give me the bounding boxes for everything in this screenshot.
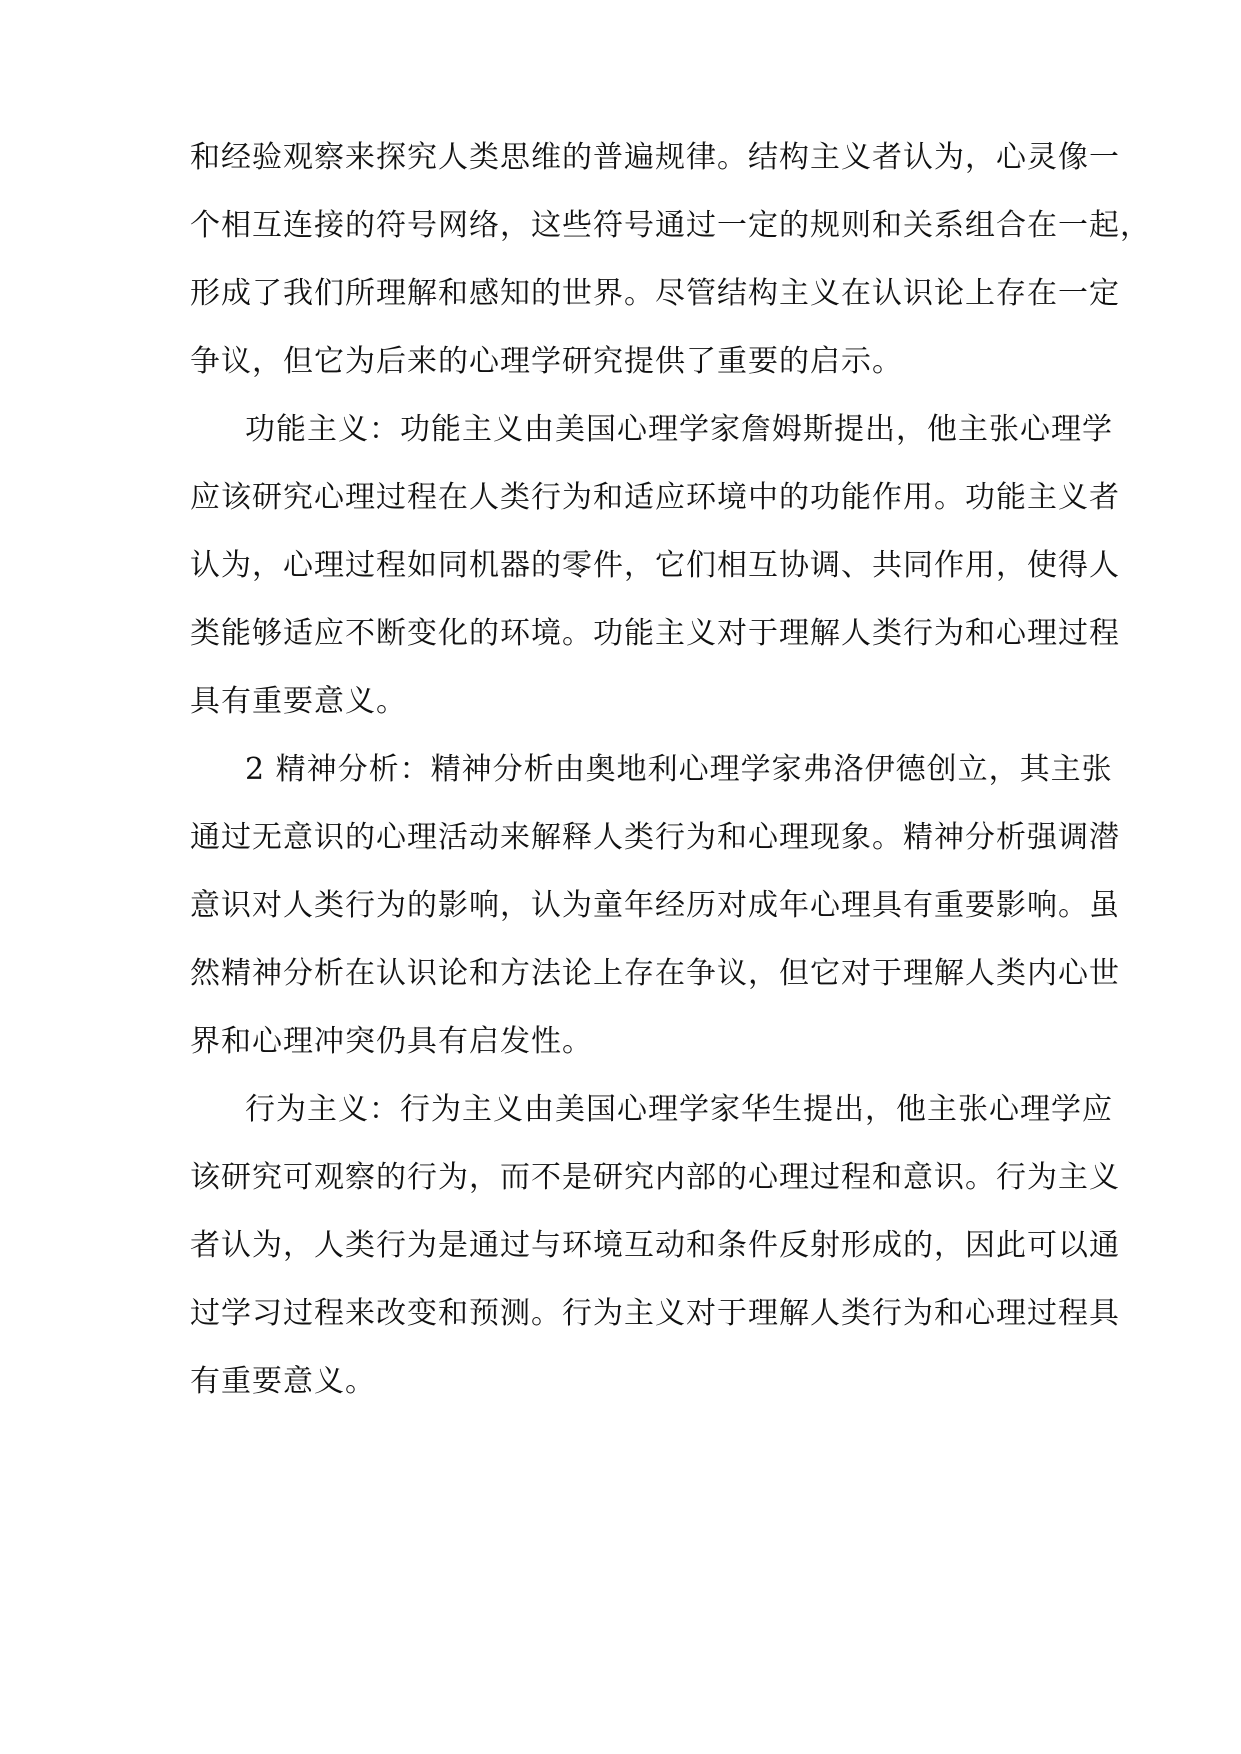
text-line: 具有重要意义。 (190, 684, 407, 719)
paragraph-start-line: 功能主义：功能主义由美国心理学家詹姆斯提出，他主张心理学 (245, 412, 1113, 447)
text-line: 争议，但它为后来的心理学研究提供了重要的启示。 (190, 344, 903, 379)
paragraph-start-line: 行为主义：行为主义由美国心理学家华生提出，他主张心理学应 (245, 1092, 1113, 1127)
text-line: 个相互连接的符号网络，这些符号通过一定的规则和关系组合在一起， (190, 208, 1151, 243)
paragraph-start-line: 2 精神分析：精神分析由奥地利心理学家弗洛伊德创立，其主张 (245, 752, 1113, 787)
text-line: 者认为，人类行为是通过与环境互动和条件反射形成的，因此可以通 (190, 1228, 1120, 1263)
text-line: 界和心理冲突仍具有启发性。 (190, 1024, 593, 1059)
text-line: 类能够适应不断变化的环境。功能主义对于理解人类行为和心理过程 (190, 616, 1120, 651)
text-line: 有重要意义。 (190, 1364, 376, 1399)
text-line: 通过无意识的心理活动来解释人类行为和心理现象。精神分析强调潜 (190, 820, 1120, 855)
text-line: 应该研究心理过程在人类行为和适应环境中的功能作用。功能主义者 (190, 480, 1120, 515)
text-line: 形成了我们所理解和感知的世界。尽管结构主义在认识论上存在一定 (190, 276, 1120, 311)
text-line: 认为，心理过程如同机器的零件，它们相互协调、共同作用，使得人 (190, 548, 1120, 583)
text-line: 和经验观察来探究人类思维的普遍规律。结构主义者认为，心灵像一 (190, 140, 1120, 175)
text-line: 过学习过程来改变和预测。行为主义对于理解人类行为和心理过程具 (190, 1296, 1120, 1331)
text-line: 该研究可观察的行为，而不是研究内部的心理过程和意识。行为主义 (190, 1160, 1120, 1195)
text-line: 然精神分析在认识论和方法论上存在争议，但它对于理解人类内心世 (190, 956, 1120, 991)
text-line: 意识对人类行为的影响，认为童年经历对成年心理具有重要影响。虽 (190, 888, 1120, 923)
